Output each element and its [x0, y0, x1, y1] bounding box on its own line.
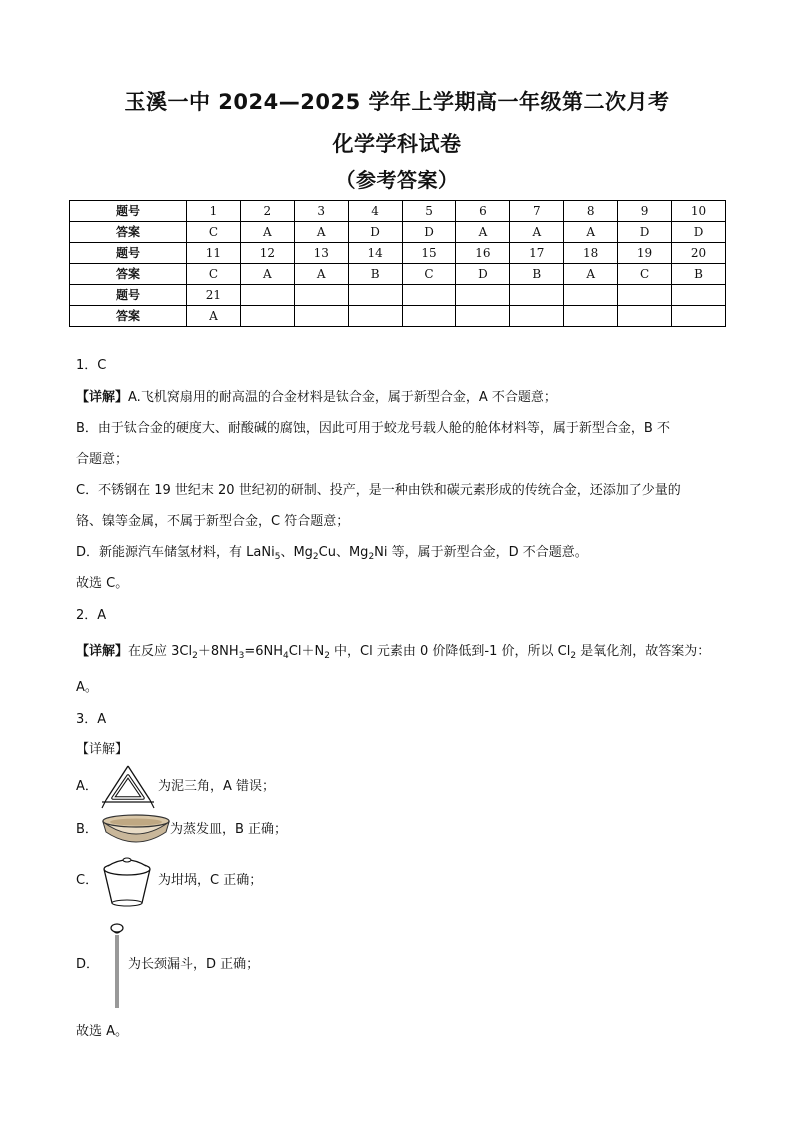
question-number: 3: [294, 201, 348, 222]
answer-cell: A: [510, 222, 564, 243]
row-label: 题号: [70, 243, 187, 264]
q3-option-d-label: D．: [76, 957, 100, 972]
subscript: 4: [283, 651, 289, 661]
q2-text: 是氧化剂，故答案为：: [576, 644, 711, 659]
question-number: 16: [456, 243, 510, 264]
question-number: 1: [187, 201, 241, 222]
empty-cell: [294, 285, 348, 306]
answer-cell: B: [510, 264, 564, 285]
question-number: 9: [618, 201, 672, 222]
q2-text: =6NH: [244, 644, 284, 659]
empty-cell: [618, 285, 672, 306]
q3-option-c-text: 为坩埚，C 正确；: [158, 873, 263, 888]
crucible-icon: [100, 855, 154, 907]
question-number: 5: [402, 201, 456, 222]
q3-option-a-text: 为泥三角，A 错误；: [158, 779, 276, 794]
answer-cell: D: [456, 264, 510, 285]
question-number: 21: [187, 285, 241, 306]
q1-option-c-line2: 铬、镍等金属，不属于新型合金，C 符合题意；: [76, 514, 350, 529]
question-number: 15: [402, 243, 456, 264]
subscript: 3: [238, 651, 245, 661]
q1-option-b-line2: 合题意；: [76, 452, 129, 467]
answer-cell: A: [456, 222, 510, 243]
detail-tag: 【详解】: [76, 742, 129, 757]
empty-cell: [564, 306, 618, 327]
q1-option-d: [76, 543, 588, 563]
empty-cell: [456, 285, 510, 306]
subscript: 2: [570, 651, 577, 661]
subscript: 2: [192, 651, 198, 661]
d-text-4: Ni 等，属于新型合金，D 不合题意。: [374, 545, 588, 560]
row-label: 答案: [70, 264, 187, 285]
question-number: 7: [510, 201, 564, 222]
question-number: 14: [348, 243, 402, 264]
question-number: 12: [240, 243, 294, 264]
q3-option-b-text: 为蒸发皿，B 正确；: [170, 822, 288, 837]
question-number: 20: [672, 243, 726, 264]
detail-tag: 【详解】: [76, 644, 129, 659]
empty-cell: [672, 285, 726, 306]
question-row-2: [70, 243, 726, 264]
q3-option-c-label: C．: [76, 873, 99, 888]
answer-row-1: [70, 222, 726, 243]
question-number: 6: [456, 201, 510, 222]
empty-cell: [618, 306, 672, 327]
empty-cell: [402, 306, 456, 327]
empty-cell: [564, 285, 618, 306]
answer-cell: C: [402, 264, 456, 285]
question-number: 8: [564, 201, 618, 222]
answer-cell: A: [240, 222, 294, 243]
answer-cell: A: [564, 264, 618, 285]
answer-cell: D: [672, 222, 726, 243]
answer-cell: D: [402, 222, 456, 243]
empty-cell: [510, 306, 564, 327]
q3-option-a-label: A．: [76, 779, 98, 794]
question-number: 2: [240, 201, 294, 222]
empty-cell: [510, 285, 564, 306]
evaporating-dish-icon: [100, 812, 172, 848]
question-number: 17: [510, 243, 564, 264]
empty-cell: [348, 306, 402, 327]
q3-heading: 3．A: [76, 712, 107, 727]
q1-option-a: [76, 388, 557, 408]
answer-table: [69, 200, 726, 327]
answer-row-3: [70, 306, 726, 327]
answer-cell: B: [672, 264, 726, 285]
q2-answer-line2: A。: [76, 680, 98, 695]
empty-cell: [294, 306, 348, 327]
answer-cell: A: [240, 264, 294, 285]
question-number: 19: [618, 243, 672, 264]
empty-cell: [456, 306, 510, 327]
answer-cell: C: [187, 222, 241, 243]
row-label: 答案: [70, 222, 187, 243]
clay-triangle-icon: [100, 764, 156, 810]
question-number: 11: [187, 243, 241, 264]
question-row-3: [70, 285, 726, 306]
answer-cell: B: [348, 264, 402, 285]
answer-cell: C: [187, 264, 241, 285]
exam-title: 玉溪一中 2024—2025 学年上学期高一年级第二次月考: [124, 90, 670, 114]
q2-text: 在反应 3Cl: [128, 644, 193, 659]
q2-detail: [76, 642, 710, 662]
d-text-2: 、Mg: [280, 545, 313, 560]
answer-key-label: （参考答案）: [335, 168, 459, 192]
row-label: 题号: [70, 201, 187, 222]
q1-heading: 1．C: [76, 358, 107, 373]
q2-text: 中，Cl 元素由 0 价降低到-1 价，所以 Cl: [329, 644, 571, 659]
detail-tag: 【详解】: [76, 390, 129, 405]
q1-conclusion: 故选 C。: [76, 576, 129, 591]
q3-option-b-label: B．: [76, 822, 98, 837]
question-row-1: [70, 201, 726, 222]
exam-subtitle: 化学学科试卷: [332, 132, 462, 156]
empty-cell: [348, 285, 402, 306]
answer-cell: D: [618, 222, 672, 243]
q3-conclusion: 故选 A。: [76, 1024, 129, 1039]
answer-cell: C: [618, 264, 672, 285]
answer-cell: A: [294, 264, 348, 285]
answer-cell: A: [294, 222, 348, 243]
empty-cell: [240, 285, 294, 306]
q1-option-b-line1: B．由于钛合金的硬度大、耐酸碱的腐蚀，因此可用于蛟龙号载人舱的舱体材料等，属于新型合金，B 不: [76, 421, 670, 436]
subscript: 2: [324, 651, 330, 661]
subscript: 5: [274, 552, 281, 562]
subscript: 2: [312, 552, 319, 562]
question-number: 4: [348, 201, 402, 222]
row-label: 答案: [70, 306, 187, 327]
question-number: 18: [564, 243, 618, 264]
d-text-3: Cu、Mg: [318, 545, 369, 560]
q2-heading: 2．A: [76, 608, 107, 623]
empty-cell: [240, 306, 294, 327]
q3-option-d-text: 为长颈漏斗，D 正确；: [128, 957, 260, 972]
q1-a-text: A.飞机窝扇用的耐高温的合金材料是钛合金，属于新型合金，A 不合题意；: [128, 390, 557, 405]
subscript: 2: [368, 552, 375, 562]
empty-cell: [672, 306, 726, 327]
empty-cell: [402, 285, 456, 306]
question-number: 10: [672, 201, 726, 222]
answer-cell: A: [187, 306, 241, 327]
answer-row-2: [70, 264, 726, 285]
answer-cell: D: [348, 222, 402, 243]
q2-text: ＋8NH: [197, 644, 239, 659]
question-number: 13: [294, 243, 348, 264]
d-text-1: D．新能源汽车储氢材料，有 LaNi: [76, 545, 275, 560]
long-neck-funnel-icon: [108, 922, 126, 1010]
row-label: 题号: [70, 285, 187, 306]
answer-cell: A: [564, 222, 618, 243]
q2-text: Cl＋N: [288, 644, 325, 659]
q1-option-c-line1: C．不锈钢在 19 世纪末 20 世纪初的研制、投产，是一种由铁和碳元素形成的传统合金，还添加了少量的: [76, 483, 681, 498]
